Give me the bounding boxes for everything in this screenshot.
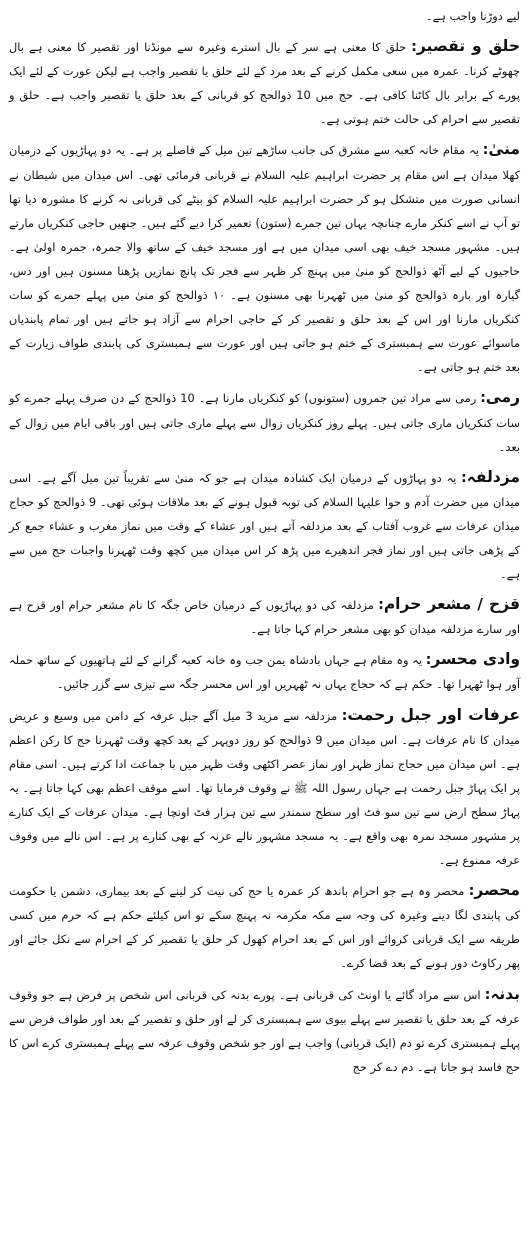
entry-term: وادی محسر xyxy=(431,650,521,669)
entry-muzdalifah: مزدلفہ: یہ دو پہاڑوں کے درمیان ایک کشادہ میدان ہے جو کہ منیٰ سے تقریباً تین میل آگے ہے۔ اسی میدان میں حضرت آدم و حوا علیہا السلام کی توبہ قبول ہونے کے بعد ملاقات ہوئی تھی۔ 9 ذوالحج کو حجاج میدان عرفات سے غروب آفتاب کے بعد مزدلفہ آتے ہیں اور عشاء کے وقت میں نماز مغرب و عشاء جمع کر کے پڑھی جاتی ہیں اور نماز فجر اندھیرے میں پڑھ کر اس میدان میں کچھ وقت ٹھہرنا واجبات حج میں سے ہے۔ xyxy=(9,467,520,582)
entry-muhsar: محصر: محصر وہ ہے جو احرام باندھ کر عمرہ یا حج کی نیت کر لینے کے بعد بیماری، دشمن یا حکومت کی پابندی لگا دینے وغیرہ کی وجہ سے مکہ مکرمہ نہ پہنچ سکے تو اس کیلئے حکم ہے کہ حرم میں کسی طریقہ سے ایک قربانی کروائے اور اس کے بعد احرام کھول کر حلق یا تقصیر کر کے احرام سے نکل جائے اور پھر رکاوٹ دور ہونے کے بعد قضا کرے۔ xyxy=(9,881,521,971)
entry-wadi-muhassir: وادی محسر: یہ وہ مقام ہے جہاں بادشاہ یمن جب وہ خانہ کعبہ گرانے کے لئے ہاتھیوں کے ساتھ حملہ آور ہوا ٹھہرا تھا۔ حکم ہے کہ حجاج یہاں نہ ٹھہریں اور اس محسر جگہ سے تیزی سے گزر جائیں۔ xyxy=(9,650,521,692)
entry-rami: رمی: رمی سے مراد تین جمروں (ستونوں) کو کنکریاں مارنا ہے۔ 10 ذوالحج کے دن صرف پہلے جمرے کو سات کنکریاں ماری جاتی ہیں۔ پہلے روز کنکریاں زوال سے پہلے ماری جاتی ہیں اور باقی ایام میں زوال کے بعد۔ xyxy=(9,388,520,454)
entry-mina: منیٰ: یہ مقام خانہ کعبہ سے مشرق کی جانب ساڑھے تین میل کے فاصلے پر ہے۔ یہ دو پہاڑیوں کے درمیان کھلا میدان ہے اس مقام پر حضرت ابراہیم علیہ السلام نے قربانی فرمائی تھی۔ اس میدان میں شیطان نے انسانی صورت میں متشکل ہو کر حضرت ابراہیم علیہ السلام کو بیٹے کی قربانی نہ کرنے کا مشورہ دیا تھا تو آپ نے اسے کنکر مارے چنانچہ یہاں تین جمرے (ستون) تعمیر کرا دیے گئے ہیں۔ جنھیں حاجی کنکریاں مارتے ہیں۔ مشہور مسجد خیف بھی اسی میدان میں ہے اور مسجد خیف کے ساتھ والا جمرہ، جمرہ اولیٰ ہے۔ حاجیوں کے لیے آٹھ ذوالحج کو منیٰ میں پہنچ کر ظہر سے فجر تک پانچ نمازیں پڑھنا مسنون ہیں اور دس، گیارہ اور بارہ ذوالحج کو منیٰ میں ٹھہرنا بھی مسنون ہے۔ ۱۰ ذوالحج کو منیٰ میں پہلے جمرے کو سات کنکریاں مارنا اور اس کے بعد حلق و تقصیر کر کے حاجی احرام سے آزاد ہو جاتے ہیں اور تمام پابندیاں ماسوائے عورت سے ہمبستری کے ختم ہو جاتی ہیں اور عورت سے ہمبستری کی پابندی طواف زیارت کے بعد ختم ہو جاتی ہے۔ xyxy=(9,140,520,375)
entry-text: مزدلفہ کی دو پہاڑیوں کے درمیان خاص جگہ کا نام مشعر حرام اور قزح ہے اور سارے مزدلفہ میدان کو بھی مشعر حرام کہا جاتا ہے۔ xyxy=(9,598,520,637)
entry-halq-taqseer: حلق و تقصیر: حلق کا معنی ہے سر کے بال استرے وغیرہ سے مونڈنا اور تقصیر کا معنی ہے بال چھوٹے کرنا۔ عمرہ میں سعی مکمل کرنے کے بعد مرد کے لئے حلق یا تقصیر واجب ہے لیکن عورت کے لئے ایک پورے کے برابر بال کاٹنا کافی ہے۔ حج میں 10 ذوالحج کو قربانی کے بعد حلق یا تقصیر واجب ہے۔ حلق و تقصیر سے احرام کی حالت ختم ہوتی ہے۔ xyxy=(9,37,520,127)
entry-term: محصر xyxy=(474,881,521,900)
entry-term: بدنہ xyxy=(490,984,521,1003)
entry-term: قزح / مشعر حرام xyxy=(383,595,521,614)
entry-quzah-mashar-haram: قزح / مشعر حرام: مزدلفہ کی دو پہاڑیوں کے درمیان خاص جگہ کا نام مشعر حرام اور قزح ہے اور سارے مزدلفہ میدان کو بھی مشعر حرام کہا جاتا ہے۔ xyxy=(9,595,521,637)
entry-text: حلق کا معنی ہے سر کے بال استرے وغیرہ سے مونڈنا اور تقصیر کا معنی ہے بال چھوٹے کرنا۔ عمرہ میں سعی مکمل کرنے کے بعد مرد کے لئے حلق یا تقصیر واجب ہے لیکن عورت کے لئے ایک پورے کے برابر بال کاٹنا کافی ہے۔ حج میں 10 ذوالحج کو قربانی کے بعد حلق یا تقصیر واجب ہے۔ حلق و تقصیر سے احرام کی حالت ختم ہوتی ہے۔ xyxy=(9,40,520,127)
entry-text: اس سے مراد گائے یا اونٹ کی قربانی ہے۔ پورے بدنہ کی قربانی اس شخص پر فرض ہے جو وقوف عرفہ کے بعد حلق یا تقصیر سے پہلے بیوی سے ہمبستری کر لے اور حلق و تقصیر کے بعد اور طواف فرض سے پہلے ہمبستری کرے تو دم (ایک قربانی) واجب ہے اور جو شخص وقوف عرفہ سے پہلے ہمبستری کرے اس کا حج فاسد ہو جاتا ہے۔ دم دے کر حج xyxy=(9,987,520,1074)
entry-text: یہ وہ مقام ہے جہاں بادشاہ یمن جب وہ خانہ کعبہ گرانے کے لئے ہاتھیوں کے ساتھ حملہ آور ہوا ٹھہرا تھا۔ حکم ہے کہ حجاج یہاں نہ ٹھہریں اور اس محسر جگہ سے تیزی سے گزر جائیں۔ xyxy=(9,653,520,692)
intro-line: لیے دوڑنا واجب ہے۔ xyxy=(425,9,520,23)
entry-term: عرفات اور جبل رحمت xyxy=(347,705,521,724)
entry-term: مزدلفہ xyxy=(466,467,520,486)
entry-term: منیٰ xyxy=(488,140,520,159)
entry-text: یہ دو پہاڑوں کے درمیان ایک کشادہ میدان ہے جو کہ منیٰ سے تقریباً تین میل آگے ہے۔ اسی میدان میں حضرت آدم و حوا علیہا السلام کی توبہ قبول ہونے کے بعد ملاقات ہوئی تھی۔ 9 ذوالحج کو حجاج میدان عرفات سے غروب آفتاب کے بعد مزدلفہ آتے ہیں اور عشاء کے وقت میں نماز مغرب و عشاء جمع کر کے پڑھی جاتی ہیں اور نماز فجر اندھیرے میں پڑھ کر اس میدان میں کچھ وقت ٹھہرنا واجبات حج میں سے ہے۔ xyxy=(9,470,520,582)
entry-arafat-jabal-rahmat: عرفات اور جبل رحمت: مزدلفہ سے مزید 3 میل آگے جبل عرفہ کے دامن میں وسیع و عریض میدان کا نام عرفات ہے۔ اس میدان میں 9 ذوالحج کو روز دوپہر کے بعد کچھ وقت ٹھہرنا حج کا رکن اعظم ہے۔ اس میدان میں حجاج نماز ظہر اور نماز عصر اکٹھی وقت ظہر میں با جماعت ادا کرتے ہیں۔ اسی مقام پر ایک پہاڑ جبل رحمت ہے جہاں رسول اللہ ﷺ نے وقوف فرمایا تھا۔ اسے موقف اعظم بھی کہا جاتا ہے۔ یہ پہاڑ سطح ارض سے تین سو فٹ اور سطح سمندر سے تین ہزار فٹ اونچا ہے۔ میدان عرفات کے ایک کنارے پر مشہور مسجد نمرہ بھی واقع ہے۔ یہ مسجد مشہور نالے عرنہ کے بھی کنارے پر ہے۔ اس نالے میں وقوف عرفہ ممنوع ہے۔ xyxy=(9,705,521,868)
entry-badanah: بدنہ: اس سے مراد گائے یا اونٹ کی قربانی ہے۔ پورے بدنہ کی قربانی اس شخص پر فرض ہے جو وقوف عرفہ کے بعد حلق یا تقصیر سے پہلے بیوی سے ہمبستری کر لے اور حلق و تقصیر کے بعد اور طواف فرض سے پہلے ہمبستری کرے تو دم (ایک قربانی) واجب ہے اور جو شخص وقوف عرفہ سے پہلے ہمبستری کرے اس کا حج فاسد ہو جاتا ہے۔ دم دے کر حج xyxy=(9,984,521,1074)
entry-text: یہ مقام خانہ کعبہ سے مشرق کی جانب ساڑھے تین میل کے فاصلے پر ہے۔ یہ دو پہاڑیوں کے درمیان کھلا میدان ہے اس مقام پر حضرت ابراہیم علیہ السلام نے قربانی فرمائی تھی۔ اس میدان میں شیطان نے انسانی صورت میں متشکل ہو کر حضرت ابراہیم علیہ السلام کو بیٹے کی قربانی نہ کرنے کا مشورہ دیا تھا تو آپ نے اسے کنکر مارے چنانچہ یہاں تین جمرے (ستون) تعمیر کرا دیے گئے ہیں۔ جنھیں حاجی کنکریاں مارتے ہیں۔ مشہور مسجد خیف بھی اسی میدان میں ہے اور مسجد خیف کے ساتھ والا جمرہ، جمرہ اولیٰ ہے۔ حاجیوں کے لیے آٹھ ذوالحج کو منیٰ میں پہنچ کر ظہر سے فجر تک پانچ نمازیں پڑھنا مسنون ہیں اور دس، گیارہ اور بارہ ذوالحج کو منیٰ میں ٹھہرنا بھی مسنون ہے۔ ۱۰ ذوالحج کو منیٰ میں پہلے جمرے کو سات کنکریاں مارنا اور اس کے بعد حلق و تقصیر کر کے حاجی احرام سے آزاد ہو جاتے ہیں اور تمام پابندیاں ماسوائے عورت سے ہمبستری کے ختم ہو جاتی ہیں اور عورت سے ہمبستری کی پابندی طواف زیارت کے بعد ختم ہو جاتی ہے۔ xyxy=(9,143,520,375)
entry-text: محصر وہ ہے جو احرام باندھ کر عمرہ یا حج کی نیت کر لینے کے بعد بیماری، دشمن یا حکومت کی پابندی لگا دینے وغیرہ کی وجہ سے مکہ مکرمہ نہ پہنچ سکے تو اس کیلئے حکم ہے کہ حرم میں کسی طریقہ سے ایک قربانی کروائے اور اس کے بعد احرام کھول کر حلق یا تقصیر کر کے احرام سے نکل جائے اور پھر رکاوٹ دور ہونے کے بعد قضا کرے۔ xyxy=(9,884,520,971)
entry-term: حلق و تقصیر xyxy=(416,37,520,56)
entry-term: رمی xyxy=(485,388,520,407)
entry-text: رمی سے مراد تین جمروں (ستونوں) کو کنکریاں مارنا ہے۔ 10 ذوالحج کے دن صرف پہلے جمرے کو سات کنکریاں ماری جاتی ہیں۔ پہلے روز کنکریاں زوال سے پہلے ماری جاتی ہیں اور باقی ایام میں زوال کے بعد۔ xyxy=(9,391,520,454)
entry-text: مزدلفہ سے مزید 3 میل آگے جبل عرفہ کے دامن میں وسیع و عریض میدان کا نام عرفات ہے۔ اس میدان میں 9 ذوالحج کو روز دوپہر کے بعد کچھ وقت ٹھہرنا حج کا رکن اعظم ہے۔ اس میدان میں حجاج نماز ظہر اور نماز عصر اکٹھی وقت ظہر میں با جماعت ادا کرتے ہیں۔ اسی مقام پر ایک پہاڑ جبل رحمت ہے جہاں رسول اللہ ﷺ نے وقوف فرمایا تھا۔ اسے موقف اعظم بھی کہا جاتا ہے۔ یہ پہاڑ سطح ارض سے تین سو فٹ اور سطح سمندر سے تین ہزار فٹ اونچا ہے۔ میدان عرفات کے ایک کنارے پر مشہور مسجد نمرہ بھی واقع ہے۔ یہ مسجد مشہور نالے عرنہ کے بھی کنارے پر ہے۔ اس نالے میں وقوف عرفہ ممنوع ہے۔ xyxy=(9,708,520,868)
